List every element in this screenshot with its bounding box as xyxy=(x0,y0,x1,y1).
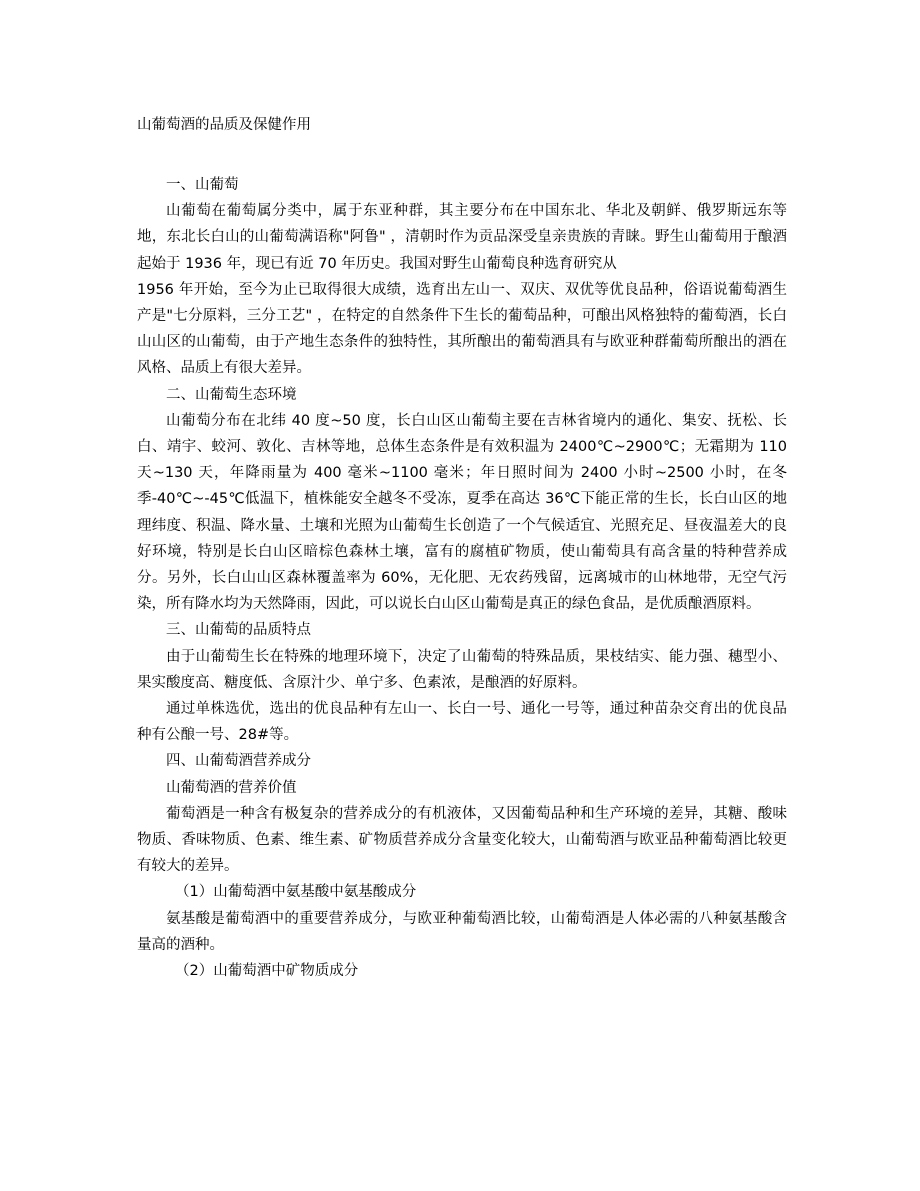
paragraph-grape-intro-b: 1956 年开始，至今为止已取得很大成绩，选育出左山一、双庆、双优等优良品种，俗语说葡萄酒生产是"七分原料，三分工艺" ，在特定的自然条件下生长的葡萄品种，可酿出风格独特的葡萄酒，长白山山区的山葡萄，由于产地生态条件的独特性，其所酿出的葡萄酒具有与欧亚种群葡萄所酿出的酒在风格、品质上有很大差异。 xyxy=(137,281,787,377)
paragraph-varieties: 通过单株选优，选出的优良品种有左山一、长白一号、通化一号等，通过种苗杂交育出的优良品种有公酿一号、28#等。 xyxy=(137,701,787,744)
subheading-minerals: （2）山葡萄酒中矿物质成分 xyxy=(175,963,359,980)
section-heading-1: 一、山葡萄 xyxy=(166,177,239,193)
subheading-nutrition-value: 山葡萄酒的营养价值 xyxy=(166,779,297,796)
section-heading-3: 三、山葡萄的品质特点 xyxy=(166,622,311,639)
document-title: 山葡萄酒的品质及保健作用 xyxy=(137,117,311,133)
document-body xyxy=(137,172,787,984)
subheading-amino-acids: （1）山葡萄酒中氨基酸中氨基酸成分 xyxy=(175,884,417,901)
paragraph-amino-acids: 氨基酸是葡萄酒中的重要营养成分，与欧亚种葡萄酒比较，山葡萄酒是人体必需的八种氨基酸含量高的酒种。 xyxy=(137,910,787,953)
paragraph-nutrition: 葡萄酒是一种含有极复杂的营养成分的有机液体，又因葡萄品种和生产环境的差异，其糖、酸味物质、香味物质、色素、维生素、矿物质营养成分含量变化较大，山葡萄酒与欧亚品种葡萄酒比较更有较大的差异。 xyxy=(137,805,787,875)
paragraph-quality: 由于山葡萄生长在特殊的地理环境下，决定了山葡萄的特殊品质，果枝结实、能力强、穗型小、果实酸度高、糖度低、含原汁少、单宁多、色素浓，是酿酒的好原料。 xyxy=(137,648,787,691)
section-heading-4: 四、山葡萄酒营养成分 xyxy=(166,753,311,770)
paragraph-grape-intro-a: 山葡萄在葡萄属分类中，属于东亚种群，其主要分布在中国东北、华北及朝鲜、俄罗斯远东等地，东北长白山的山葡萄满语称"阿鲁" ，清朝时作为贡品深受皇亲贵族的青睐。野生山葡萄用于酿酒起始于 1936 年，现已有近 70 年历史。我国对野生山葡萄良种选育研究从 xyxy=(137,203,787,272)
section-heading-2: 二、山葡萄生态环境 xyxy=(166,386,297,403)
paragraph-ecology: 山葡萄分布在北纬 40 度~50 度，长白山区山葡萄主要在吉林省境内的通化、集安、抚松、长白、靖宇、蛟河、敦化、吉林等地，总体生态条件是有效积温为 2400℃~2900℃；无霜期为 110 天~130 天，年降雨量为 400 毫米~1100 毫米；年日照时间为 2400 小时~2500 小时，在冬季-40℃~-45℃低温下，植株能安全越冬不受冻，夏季在高达 36℃下能正常的生长，长白山区的地理纬度、积温、降水量、土壤和光照为山葡萄生长创造了一个气候适宜、光照充足、昼夜温差大的良好环境，特别是长白山区暗棕色森林土壤，富有的腐植矿物质，使山葡萄具有高含量的特种营养成分。另外，长白山山区森林覆盖率为 60%，无化肥、无农药残留，远离城市的山林地带，无空气污染，所有降水均为天然降雨，因此，可以说长白山区山葡萄是真正的绿色食品，是优质酿酒原料。 xyxy=(137,412,787,613)
